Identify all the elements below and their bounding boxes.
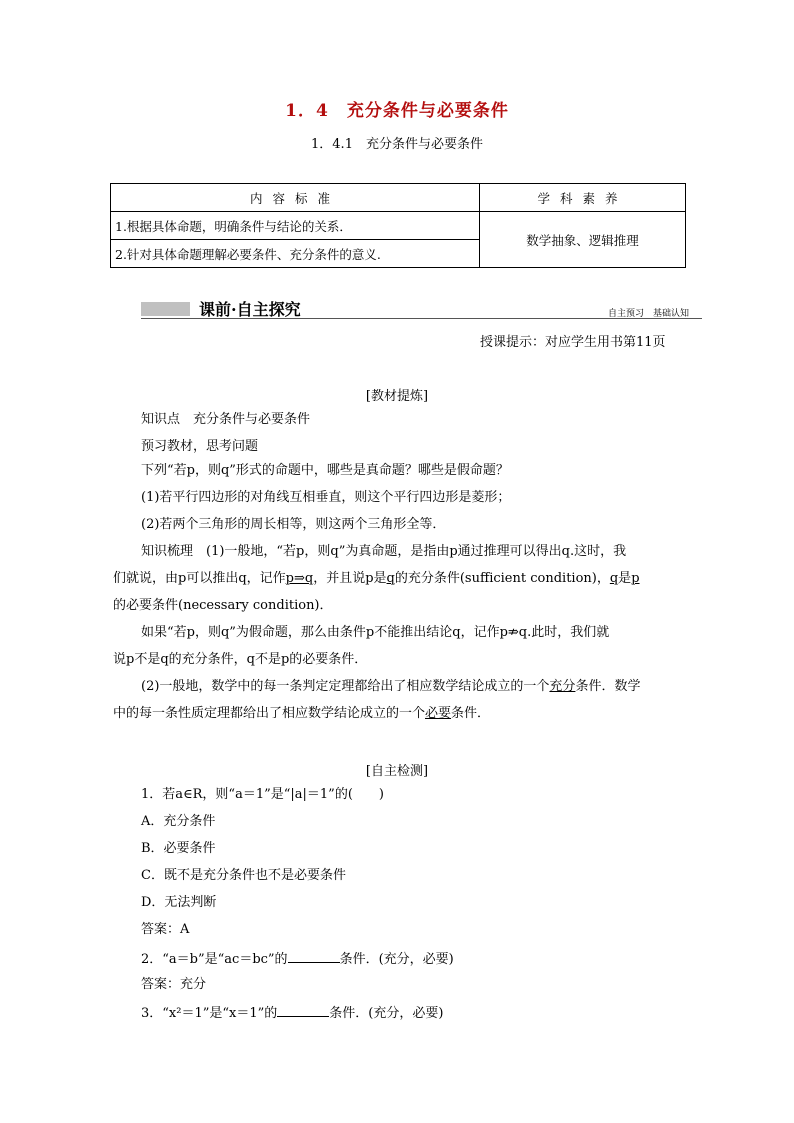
- paragraph-1-line-1: 知识梳理 (1)一般地，“若p，则q”为真命题，是指由p通过推理可以得出q.这时，我: [141, 544, 627, 559]
- option-c: C．既不是充分条件也不是必要条件: [141, 868, 346, 883]
- underlined-term: p: [631, 571, 640, 586]
- page-subtitle: 1．4.1 充分条件与必要条件: [311, 137, 483, 152]
- question-line: 下列“若p，则q”形式的命题中，哪些是真命题？哪些是假命题？: [141, 463, 509, 478]
- paragraph-1-line-3: 的必要条件(necessary condition)．: [113, 598, 333, 613]
- table-row: 1.根据具体命题，明确条件与结论的关系．: [111, 212, 480, 240]
- option-a: A．充分条件: [141, 814, 216, 829]
- paragraph-2-line-2: 说p不是q的充分条件，q不是p的必要条件．: [113, 652, 368, 667]
- option-d: D．无法判断: [141, 895, 217, 910]
- text-span: 条件．(充分，必要): [339, 952, 454, 967]
- paragraph-3-line-1: [141, 679, 640, 695]
- check-question-3: [141, 1004, 443, 1022]
- underlined-term: 充分: [549, 679, 576, 694]
- textbook-heading: [教材提炼]: [365, 389, 429, 404]
- knowledge-point-label: 知识点 充分条件与必要条件: [141, 412, 311, 427]
- section-divider: [141, 318, 702, 319]
- text-span: 2．“a＝b”是“ac＝bc”的: [141, 952, 288, 967]
- text-span: 中的每一条性质定理都给出了相应数学结论成立的一个: [113, 706, 426, 721]
- text-span: 条件．数学: [575, 679, 641, 694]
- paragraph-3-line-2: [113, 706, 490, 722]
- teaching-hint: 授课提示：对应学生用书第11页: [480, 335, 666, 350]
- check-question-1: 1．若a∈R，则“a＝1”是“|a|＝1”的( ): [141, 787, 384, 802]
- text-span: 条件．: [451, 706, 491, 721]
- text-span: 的充分条件(sufficient condition)，: [394, 571, 610, 586]
- underlined-term: q: [386, 571, 395, 586]
- underlined-term: q: [609, 571, 619, 586]
- section-subtitle: 自主预习 基础认知: [608, 309, 690, 319]
- text-span: ，并且说p是: [313, 571, 387, 586]
- table-literacy-cell: 数学抽象、逻辑推理: [480, 212, 686, 268]
- answer-blank: [288, 950, 340, 963]
- text-span: (2)一般地，数学中的每一条判定定理都给出了相应数学结论成立的一个: [141, 679, 550, 694]
- standards-table: [110, 183, 686, 268]
- section-title: 课前·自主探究: [199, 300, 301, 319]
- option-b: B．必要条件: [141, 841, 216, 856]
- section-band-marker: [141, 302, 190, 316]
- text-span: 3．“x²＝1”是“x＝1”的: [141, 1006, 278, 1021]
- answer-2: 答案：充分: [141, 977, 207, 992]
- question-item-2: (2)若两个三角形的周长相等，则这两个三角形全等．: [141, 517, 446, 532]
- underlined-term: p⇒q: [285, 571, 314, 586]
- self-check-heading: [自主检测]: [365, 764, 429, 779]
- table-header-literacy: 学科素养: [480, 184, 686, 212]
- text-span: 是: [618, 571, 632, 586]
- table-row: 2.针对具体命题理解必要条件、充分条件的意义.: [111, 240, 480, 268]
- answer-1: 答案：A: [141, 922, 190, 937]
- paragraph-1-line-2: [113, 571, 640, 587]
- page-title: 1．4 充分条件与必要条件: [285, 101, 509, 121]
- table-header-content: 内容标准: [111, 184, 480, 212]
- question-item-1: (1)若平行四边形的对角线互相垂直，则这个平行四边形是菱形；: [141, 490, 511, 505]
- text-span: 条件．(充分，必要): [329, 1006, 444, 1021]
- paragraph-2-line-1: 如果“若p，则q”为假命题，那么由条件p不能推出结论q，记作p⇏q.此时，我们就: [141, 625, 610, 640]
- preview-line: 预习教材，思考问题: [141, 439, 259, 454]
- underlined-term: 必要: [425, 706, 452, 721]
- text-span: 们就说，由p可以推出q，记作: [113, 571, 286, 586]
- answer-blank: [277, 1004, 329, 1017]
- check-question-2: [141, 950, 454, 968]
